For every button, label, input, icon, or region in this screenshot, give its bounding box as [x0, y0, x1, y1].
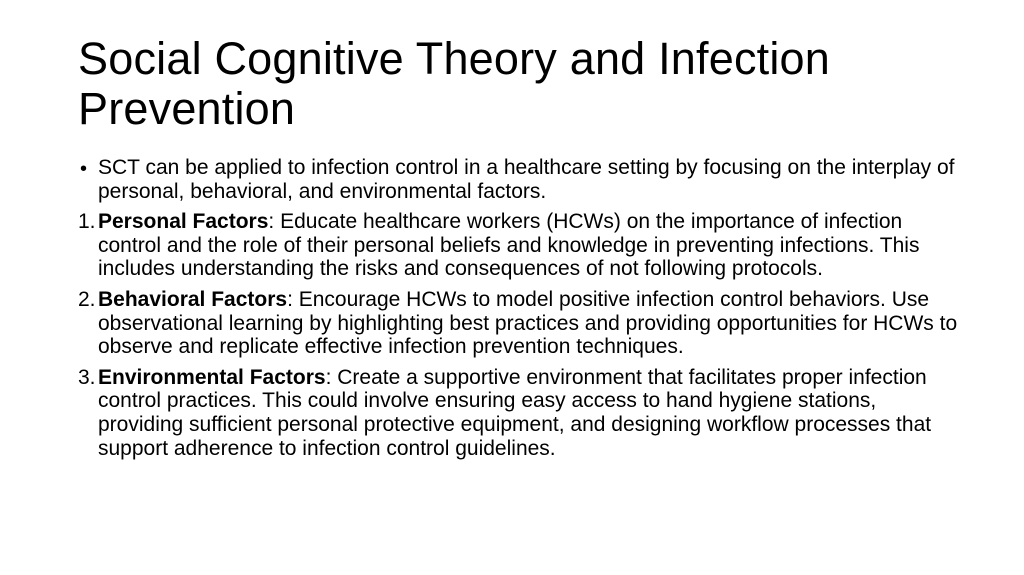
item-text: : Encourage HCWs to model positive infection control behaviors. Use observational learning by highlighting best practices and providing opportunities for HCWs to observe and replicate effective infection prevention techniques.	[98, 287, 958, 359]
list-item-environmental-factors	[78, 366, 958, 460]
slide-body	[78, 156, 958, 467]
item-heading: Behavioral Factors	[98, 287, 288, 311]
list-item-personal-factors	[78, 210, 958, 281]
list-number: 1.	[78, 210, 96, 234]
item-heading: Environmental Factors	[98, 365, 326, 389]
intro-bullet-item	[78, 156, 958, 203]
item-text: : Create a supportive environment that facilitates proper infection control practices. This could involve ensuring easy access to hand hygiene stations, providing sufficient personal protective equipment, and designing workflow processes that support adherence to infection control guidelines.	[98, 365, 932, 460]
bullet-icon: •	[80, 158, 88, 180]
list-item-behavioral-factors	[78, 288, 958, 359]
item-text: : Educate healthcare workers (HCWs) on the importance of infection control and the role of their personal beliefs and knowledge in preventing infections. This includes understanding the risks and consequences of not following protocols.	[98, 210, 920, 281]
list-number: 2.	[78, 287, 96, 311]
list-number: 3.	[78, 365, 96, 389]
item-heading: Personal Factors	[98, 210, 269, 234]
intro-text: SCT can be applied to infection control in a healthcare setting by focusing on the interplay of personal, behavioral, and environmental factors.	[98, 156, 955, 203]
slide-title: Social Cognitive Theory and Infection Prevention	[78, 33, 831, 134]
